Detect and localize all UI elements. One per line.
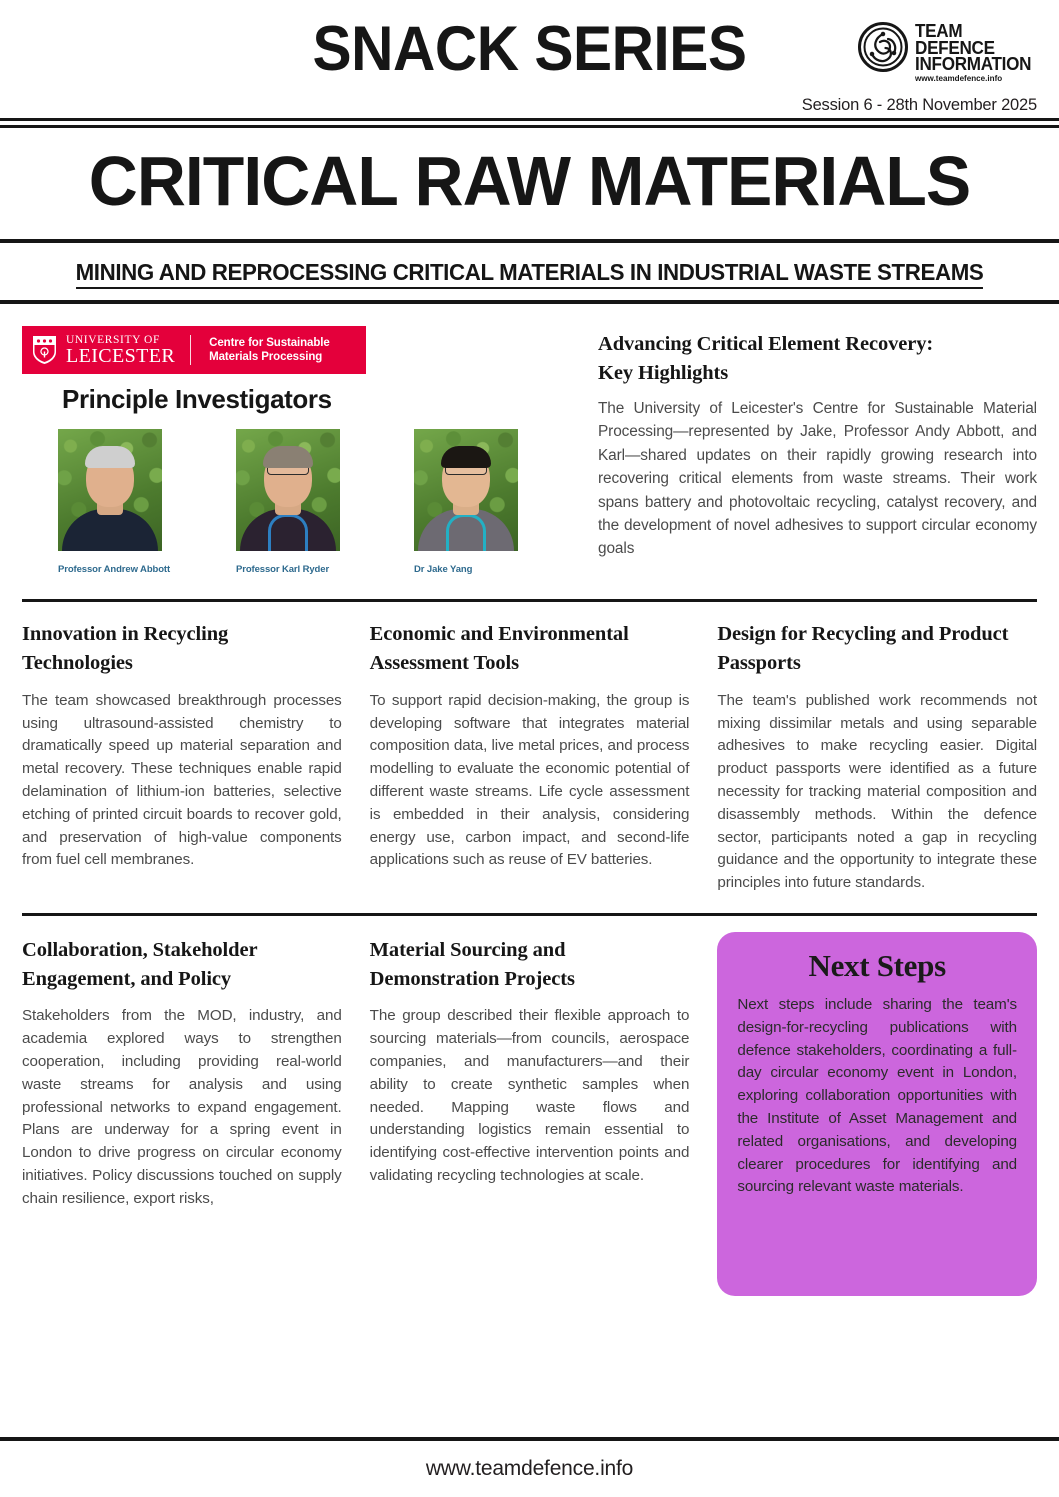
subheading <box>16 243 1043 294</box>
team-defence-emblem-icon <box>858 22 908 72</box>
brand-line-information: INFORMATION <box>914 54 1031 75</box>
article-body: The team's published work recommends not mixing dissimilar metals and using separable adhesives to make recycling easier. Digital product passports were identified as a future necessity for tracking material composition and disassembly methods. Within the defence sector, participants noted a gap in recycling guidance and the opportunity to integrate these principles into future standards. <box>717 691 1038 892</box>
centre-name <box>209 336 330 365</box>
article-economic-and-environmental-assessment-tools <box>370 620 690 895</box>
article-body: The team showcased breakthrough processes using ultrasound-assisted chemistry to dramatically speed up material separation and metal recovery. These techniques enable rapid delamination of lithium-ion batteries, selective etching of printed circuit boards to recover gold, and preservation of high-value components from fuel cell membranes. <box>22 691 342 869</box>
article-body: To support rapid decision-making, the group is developing software that integrates material composition data, live metal prices, and process modelling to evaluate the economic potential of different waste streams. Life cycle assessment is embedded in their analysis, considering energy use, carbon impact, and second-life applications such as reuse of EV batteries. <box>369 691 690 869</box>
intro-body: The University of Leicester's Centre for Sustainable Material Processing—represented by Jake, Professor Andy Abbott, and Karl—shared updates on their rapidly growing research into recovering critical elements from waste streams. Their work spans battery and photovoltaic recycling, catalyst recovery, and the development of novel adhesives to support circular economy goals <box>598 399 1037 558</box>
investigator-name: Professor Karl Ryder <box>236 564 330 576</box>
intro-right-column <box>598 326 1037 575</box>
articles-row-1 <box>0 620 1059 895</box>
article-design-for-recycling-and-product-passports <box>717 620 1037 895</box>
next-steps-title: Next Steps <box>808 947 946 983</box>
next-steps-column <box>717 936 1037 1296</box>
intro-left-column <box>22 326 580 575</box>
investigator-photo <box>414 429 518 551</box>
main-title-block <box>0 128 1059 231</box>
photo-lanyard <box>268 514 308 551</box>
article-heading: Economic and Environmental Assessment Tools <box>369 623 629 675</box>
investigator-card <box>58 429 171 576</box>
investigator-list <box>22 429 580 575</box>
intro-divider <box>22 599 1037 602</box>
articles-divider <box>22 913 1037 916</box>
investigator-card <box>414 429 518 575</box>
brand-url: www.teamdefence.info <box>914 72 1002 83</box>
intro-heading-line-2: Key Highlights <box>598 361 729 384</box>
investigator-name: Professor Andrew Abbott <box>58 564 171 576</box>
university-name <box>66 335 175 367</box>
banner-separator <box>190 335 191 365</box>
investigator-photo <box>58 429 162 551</box>
team-defence-logo <box>858 22 1037 82</box>
page-header <box>0 0 1059 118</box>
next-steps-box <box>717 932 1037 1296</box>
session-date: Session 6 - 28th November 2025 <box>801 96 1037 114</box>
article-body: Stakeholders from the MOD, industry, and academia explored ways to strengthen cooperation, including providing real-world waste streams for analysis and using professional networks to expand engagement. Plans are underway for a spring event in London to drive progress on circular economy initiatives. Policy discussions touched on supply chain resilience, export risks, <box>22 1007 342 1207</box>
investigator-card <box>236 429 340 575</box>
photo-hair <box>85 446 135 468</box>
intro-heading <box>598 330 1037 387</box>
article-material-sourcing-and-demonstration-projects <box>370 936 690 1296</box>
articles-row-2 <box>0 936 1059 1296</box>
centre-line-1: Centre for Sustainable <box>209 337 330 350</box>
principle-investigators-heading: Principle Investigators <box>62 384 332 415</box>
series-title: SNACK SERIES <box>312 14 747 84</box>
university-line-2: LEICESTER <box>66 345 176 368</box>
article-heading: Collaboration, Stakeholder Engagement, and Policy <box>22 938 258 990</box>
article-heading: Design for Recycling and Product Passports <box>717 623 1009 675</box>
brand-wordmark <box>915 22 1037 82</box>
photo-hair <box>441 446 491 468</box>
intro-heading-line-1: Advancing Critical Element Recovery: <box>598 333 934 356</box>
brand-line-team: TEAM <box>914 21 962 41</box>
centre-line-2: Materials Processing <box>209 351 323 364</box>
leicester-shield-icon <box>32 335 57 365</box>
article-innovation-in-recycling-technologies <box>22 620 342 895</box>
next-steps-body: Next steps include sharing the team's design-for-recycling publications with defence stakeholders, coordinating a full-day circular economy event in London, exploring collaboration opportunities with the Institute of Asset Management and related organisations, and developing clearer procedures for identifying and sourcing relevant waste materials. <box>737 995 1018 1196</box>
university-line-1: UNIVERSITY OF <box>66 333 160 346</box>
investigator-name: Dr Jake Yang <box>414 564 473 576</box>
article-body: The group described their flexible approach to sourcing materials—from councils, aerospace companies, and manufacturers—and their ability to create synthetic samples when needed. Mapping waste flows and understanding logistics remain essential to identifying cost-effective intervention points and validating recycling technologies at scale. <box>369 1007 690 1184</box>
footer-url: www.teamdefence.info <box>425 1457 634 1480</box>
article-heading: Material Sourcing and Demonstration Projects <box>369 938 575 990</box>
brand-line-defence: DEFENCE <box>914 37 995 58</box>
footer-divider <box>0 1437 1059 1441</box>
article-collaboration-stakeholder-engagement-and-policy <box>22 936 342 1296</box>
photo-lanyard <box>446 514 486 551</box>
header-divider <box>0 118 1059 128</box>
photo-hair <box>263 446 313 468</box>
intro-section <box>0 304 1059 575</box>
university-of-leicester-banner <box>22 326 366 374</box>
page-title: CRITICAL RAW MATERIALS <box>88 142 971 220</box>
investigator-photo <box>236 429 340 551</box>
article-heading: Innovation in Recycling Technologies <box>22 623 229 675</box>
subheading-text: MINING AND REPROCESSING CRITICAL MATERIALS IN INDUSTRIAL WASTE STREAMS <box>76 259 984 289</box>
